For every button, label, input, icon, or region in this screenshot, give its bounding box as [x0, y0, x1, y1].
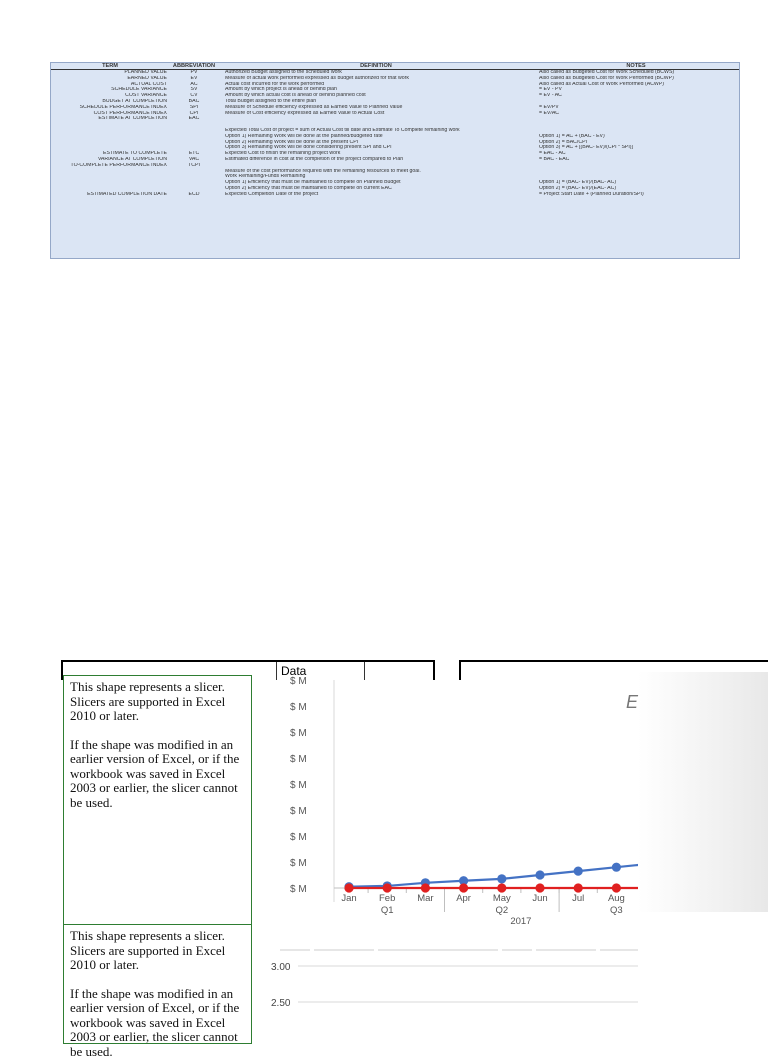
- abbreviation-text: VAC: [169, 157, 219, 163]
- notes-line: Option 1) = AC + (BAC - EV): [539, 134, 739, 140]
- notes-line: Option 2) = (BAC- EV)/(EAC- AC): [539, 186, 739, 192]
- header-notes: NOTES: [533, 63, 739, 70]
- data-point: [574, 883, 583, 892]
- series-line: [349, 863, 638, 886]
- year-label: 2017: [510, 916, 531, 927]
- data-point: [612, 863, 621, 872]
- y-tick-label: $ M: [290, 806, 307, 817]
- notes-cell: [533, 163, 739, 192]
- term-text: ESTIMATED COMPLETION DATE: [51, 192, 167, 198]
- definition-line: Measure of Cost efficiency expressed as Earned Value to Actual Cost: [225, 111, 533, 117]
- abbreviation-text: SV: [169, 87, 219, 93]
- definition-line: Option 2) Remaining Work will be done at the present CPI: [225, 140, 533, 146]
- x-tick-label: Feb: [379, 893, 395, 904]
- slicer-text: This shape represents a slicer. Slicers are supported in Excel 2010 or later.: [70, 929, 245, 973]
- term-text: SCHEDULE PERFORMANCE INDEX: [51, 105, 167, 111]
- notes-line: = EV - AC: [539, 93, 739, 99]
- y-tick-label: $ M: [290, 702, 307, 713]
- y-tick-label: $ M: [290, 832, 307, 843]
- evm-terms-table: [50, 62, 740, 259]
- data-point: [535, 870, 544, 879]
- table-row: [51, 116, 739, 151]
- definition-line: Measure of Schedule efficiency expressed as Earned Value to Planned Value: [225, 105, 533, 111]
- term-text: SCHEDULE VARIANCE: [51, 87, 167, 93]
- term-text: COST PERFORMANCE INDEX: [51, 111, 167, 117]
- notes-line: = EAC - AC: [539, 151, 739, 157]
- index-chart[interactable]: [252, 940, 638, 1024]
- index-chart-svg: [252, 940, 638, 1024]
- slicer-text: If the shape was modified in an earlier version of Excel, or if the workbook was saved in Excel 2003 or earlier, the slicer cannot be used.: [70, 738, 245, 811]
- definition-line: Total Budget assigned to the entire plan: [225, 99, 533, 105]
- line-chart[interactable]: [252, 672, 638, 932]
- notes-line: Also called as Budgeted Cost for Work Performed (BCWP): [539, 76, 739, 82]
- y-tick-label: $ M: [290, 884, 307, 895]
- y-tick-label: $ M: [290, 780, 307, 791]
- definition-line: Measure of the cost performance required with the remaining resources to meet goal.: [225, 169, 533, 175]
- term-text: ACTUAL COST: [51, 82, 167, 88]
- chart-background-panel: [638, 672, 768, 912]
- table-row: [51, 163, 739, 192]
- term-cell: [51, 116, 169, 151]
- term-text: VARIANCE AT COMPLETION: [51, 157, 167, 163]
- slicer-text: If the shape was modified in an earlier version of Excel, or if the workbook was saved in Excel 2003 or earlier, the slicer cannot be used.: [70, 987, 245, 1059]
- y-tick-label: $ M: [290, 728, 307, 739]
- notes-line: Also called as Actual Cost of Work Performed (ACWP): [539, 82, 739, 88]
- abbreviation-cell: [169, 192, 219, 198]
- definition-line: Expected Total Cost of project = sum of Actual Cost till date and Estimate To Complete remaining work: [225, 128, 533, 134]
- abbreviation-text: CV: [169, 93, 219, 99]
- definition-line: Option 2) Efficiency that must be maintained to complete on current EAC: [225, 186, 533, 192]
- notes-line: = BAC - EAC: [539, 157, 739, 163]
- notes-line: Option 3) = AC + [(BAC- EV)/(CPI * SPI)]: [539, 145, 739, 151]
- y-tick-label: $ M: [290, 754, 307, 765]
- definition-line: Option 1) Efficiency that must be maintained to complete on Planned Budget: [225, 180, 533, 186]
- notes-cell: [533, 116, 739, 151]
- definition-cell: [219, 116, 533, 151]
- abbreviation-cell: [169, 116, 219, 151]
- data-point: [574, 867, 583, 876]
- notes-cell: [533, 192, 739, 198]
- definition-cell: [219, 192, 533, 198]
- x-tick-label: Mar: [417, 893, 433, 904]
- term-text: PLANNED VALUE: [51, 70, 167, 76]
- definition-line: Option 3) Remaining Work will be done considering present SPI and CPI: [225, 145, 533, 151]
- quarter-label: Q1: [381, 905, 394, 916]
- notes-line: = EV - PV: [539, 87, 739, 93]
- quarter-label: Q2: [495, 905, 508, 916]
- term-cell: [51, 192, 169, 198]
- line-chart-svg: [252, 672, 638, 932]
- header-definition: DEFINITION: [219, 63, 533, 70]
- x-tick-label: May: [493, 893, 511, 904]
- header-abbreviation: ABBREVIATION: [169, 63, 219, 70]
- notes-line: Option 1) = (BAC- EV)/(BAC- AC): [539, 180, 739, 186]
- data-point: [535, 883, 544, 892]
- quarter-label: Q3: [610, 905, 623, 916]
- x-tick-label: Apr: [456, 893, 471, 904]
- definition-line: Measure of actual work performed expressed as budget authorized for that work: [225, 76, 533, 82]
- y-tick-label: $ M: [290, 676, 307, 687]
- data-point: [383, 883, 392, 892]
- abbreviation-text: EV: [169, 76, 219, 82]
- data-point: [497, 883, 506, 892]
- definition-line: Expected Completion Date of the project: [225, 192, 533, 198]
- abbreviation-text: BAC: [169, 99, 219, 105]
- table-body: [51, 70, 739, 198]
- abbreviation-text: ECD: [169, 192, 219, 198]
- definition-line: Amount by which project is ahead or behind plan: [225, 87, 533, 93]
- y-tick-label: $ M: [290, 858, 307, 869]
- data-point: [344, 883, 353, 892]
- definition-cell: [219, 163, 533, 192]
- slicer-placeholder[interactable]: [63, 924, 252, 1044]
- term-cell: [51, 163, 169, 192]
- term-text: BUDGET AT COMPLETION: [51, 99, 167, 105]
- x-tick-label: Jan: [341, 893, 356, 904]
- abbreviation-text: CPI: [169, 111, 219, 117]
- data-point: [421, 883, 430, 892]
- pivot-data-label[interactable]: Data: [281, 664, 306, 678]
- data-point: [459, 883, 468, 892]
- slicer-placeholder[interactable]: [63, 675, 252, 925]
- term-text: EARNED VALUE: [51, 76, 167, 82]
- chart-title-fragment: E: [626, 692, 638, 713]
- notes-line: = EV/PV: [539, 105, 739, 111]
- term-text: TO-COMPLETE PERFORMANCE INDEX: [51, 163, 167, 169]
- slicer-text: This shape represents a slicer. Slicers are supported in Excel 2010 or later.: [70, 680, 245, 724]
- abbreviation-text: EAC: [169, 116, 219, 122]
- x-tick-label: Jun: [532, 893, 547, 904]
- definition-line: Expected Cost to finish the remaining project work: [225, 151, 533, 157]
- definition-line: Option 1) Remaining Work will be done at the planned/budgeted rate: [225, 134, 533, 140]
- notes-line: = Project Start Date + (Planned Duration/SPI): [539, 192, 739, 198]
- data-point: [497, 874, 506, 883]
- abbreviation-cell: [169, 163, 219, 192]
- notes-line: Also called as Budgeted Cost for Work Scheduled (BCWS): [539, 70, 739, 76]
- term-text: COST VARIANCE: [51, 93, 167, 99]
- definition-line: Amount by which actual cost is ahead or behind planned cost: [225, 93, 533, 99]
- abbreviation-text: SPI: [169, 105, 219, 111]
- notes-line: = EV/AC: [539, 111, 739, 117]
- abbreviation-text: AC: [169, 82, 219, 88]
- term-text: ESTIMATE TO COMPLETE: [51, 151, 167, 157]
- term-text: ESTIMATE AT COMPLETION: [51, 116, 167, 122]
- data-point: [612, 883, 621, 892]
- header-term: TERM: [51, 63, 169, 70]
- abbreviation-text: PV: [169, 70, 219, 76]
- y-tick-label: 3.00: [271, 962, 291, 973]
- definition-line: Estimated difference in cost at the completion of the project compared to Plan: [225, 157, 533, 163]
- abbreviation-text: TCPI: [169, 163, 219, 169]
- x-tick-label: Jul: [572, 893, 584, 904]
- definition-line: Authorized Budget assigned to the scheduled work: [225, 70, 533, 76]
- table-row: [51, 192, 739, 198]
- abbreviation-text: ETC: [169, 151, 219, 157]
- notes-line: Option 2) = BAC/CPI: [539, 140, 739, 146]
- y-tick-label: 2.50: [271, 998, 291, 1009]
- definition-line: Actual cost incurred for the work performed: [225, 82, 533, 88]
- definition-line: Work Remaining/Funds Remaining: [225, 174, 533, 180]
- x-tick-label: Aug: [608, 893, 625, 904]
